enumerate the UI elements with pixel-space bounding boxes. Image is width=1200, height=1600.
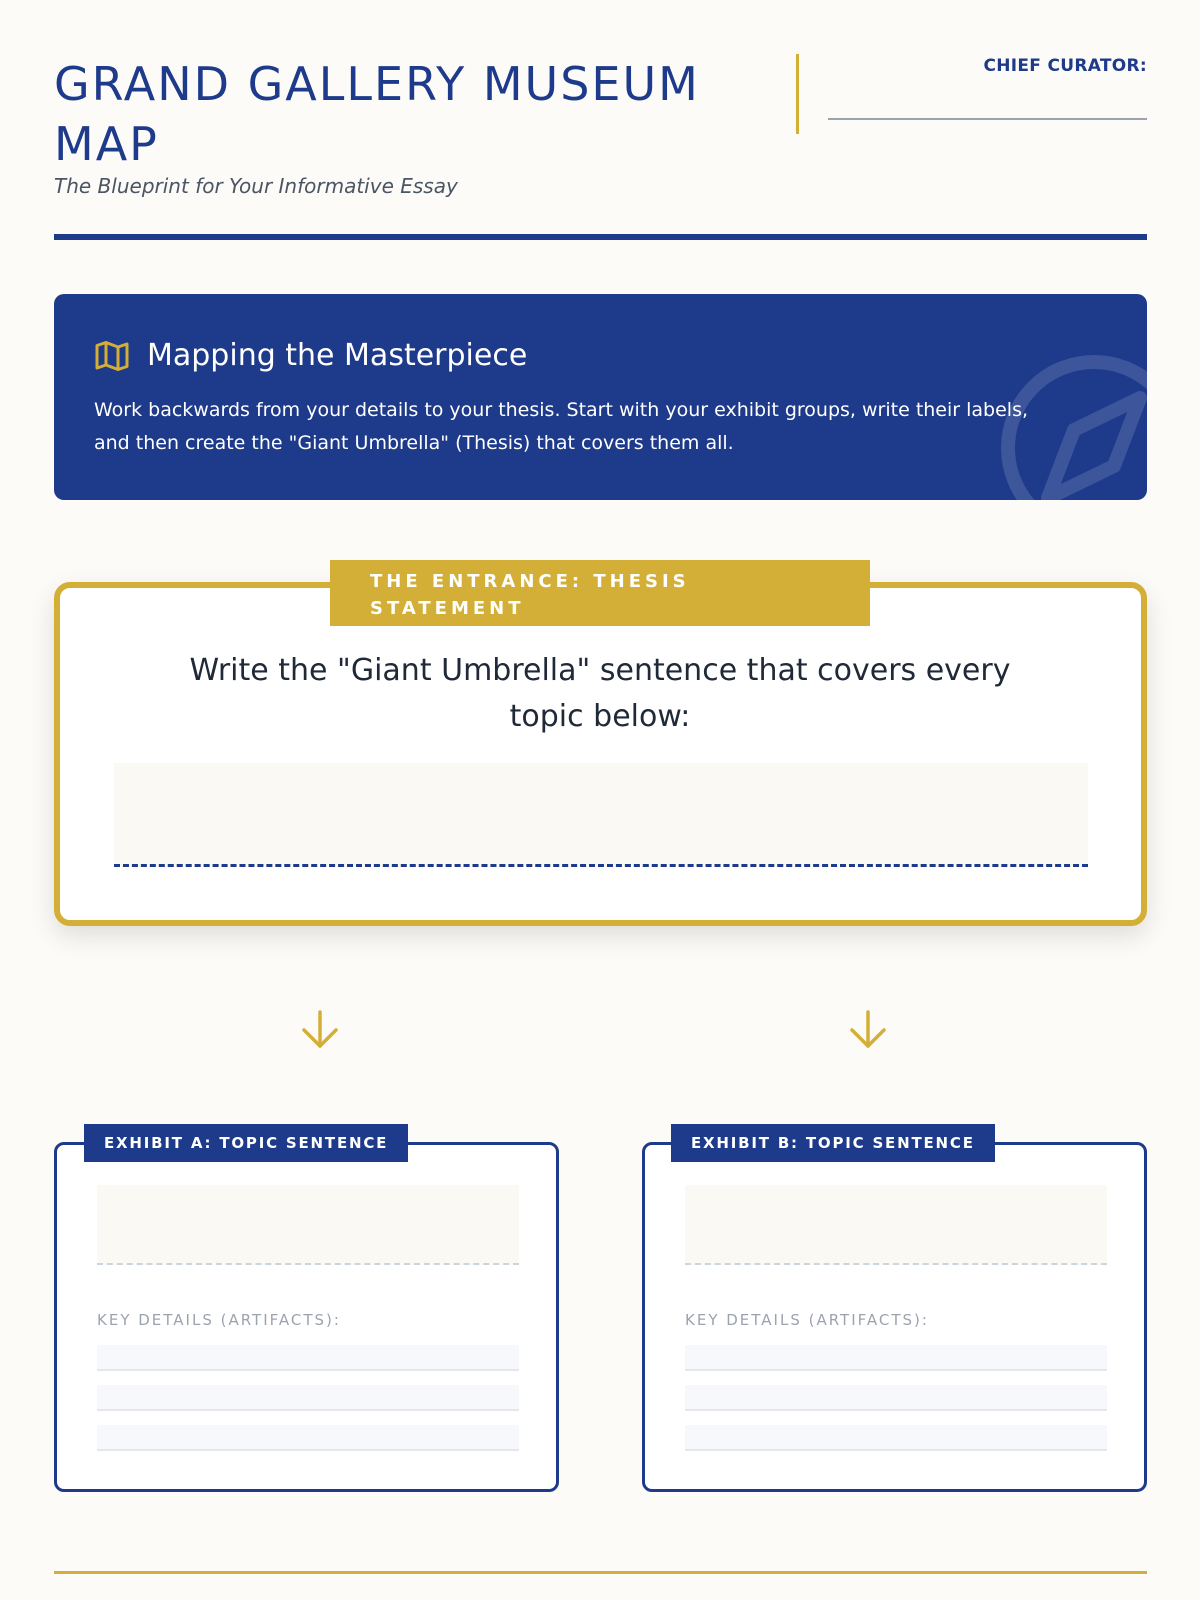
- chief-curator-field[interactable]: [828, 118, 1147, 120]
- arrow-down-icon: [298, 1008, 342, 1052]
- worksheet-page: [54, 0, 1147, 1600]
- exhibit-b-detail-line[interactable]: [685, 1385, 1107, 1411]
- exhibit-b-detail-line[interactable]: [685, 1345, 1107, 1371]
- thesis-prompt: Write the "Giant Umbrella" sentence that covers every topic below:: [189, 653, 1011, 734]
- exhibit-b-detail-line[interactable]: [685, 1425, 1107, 1451]
- header: [54, 52, 1147, 212]
- header-divider: [796, 54, 799, 134]
- exhibit-a-detail-line[interactable]: [97, 1345, 519, 1371]
- exhibit-b-card: [642, 1142, 1147, 1492]
- exhibit-a-detail-line[interactable]: [97, 1385, 519, 1411]
- page-subtitle: The Blueprint for Your Informative Essay: [54, 174, 458, 198]
- banner-heading: Mapping the Masterpiece: [147, 338, 528, 373]
- chief-curator-label: CHIEF CURATOR:: [983, 56, 1147, 76]
- footer-rule: [54, 1571, 1147, 1574]
- exhibit-a-details-label: KEY DETAILS (ARTIFACTS):: [97, 1311, 341, 1329]
- thesis-tab-label: THE ENTRANCE: THESIS STATEMENT: [330, 560, 870, 626]
- banner-text: Work backwards from your details to your thesis. Start with your exhibit groups, write their labels, and then create the "Giant Umbrella" (Thesis) that covers them all.: [94, 399, 1029, 454]
- intro-banner: [54, 294, 1147, 500]
- exhibit-b-details-label: KEY DETAILS (ARTIFACTS):: [685, 1311, 929, 1329]
- exhibit-a-detail-line[interactable]: [97, 1425, 519, 1451]
- compass-icon: [994, 348, 1147, 500]
- exhibit-a-card: [54, 1142, 559, 1492]
- thesis-input[interactable]: [114, 763, 1088, 867]
- arrow-down-icon: [846, 1008, 890, 1052]
- page-title: GRAND GALLERY MUSEUM MAP: [54, 57, 700, 171]
- exhibit-b-topic-input[interactable]: [685, 1185, 1107, 1265]
- exhibit-a-topic-input[interactable]: [97, 1185, 519, 1265]
- header-rule: [54, 234, 1147, 240]
- exhibit-a-tab-label: EXHIBIT A: TOPIC SENTENCE: [84, 1124, 408, 1162]
- exhibit-b-tab-label: EXHIBIT B: TOPIC SENTENCE: [671, 1124, 995, 1162]
- thesis-box: [54, 582, 1147, 926]
- map-icon: [94, 338, 130, 374]
